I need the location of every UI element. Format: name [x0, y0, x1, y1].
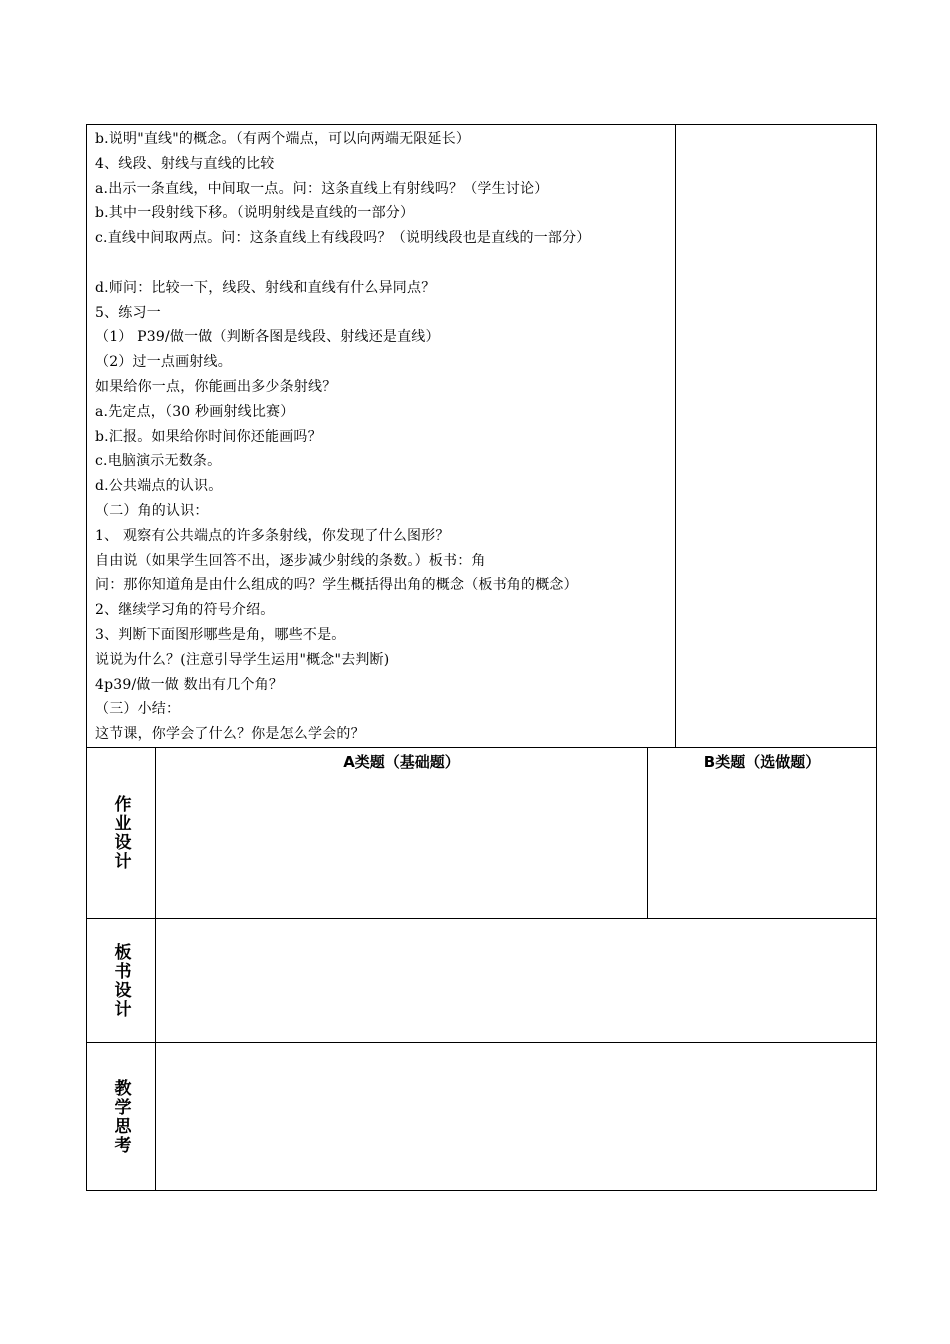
lesson-line: 4、线段、射线与直线的比较 [95, 155, 275, 172]
reflection-row [87, 1043, 876, 1190]
homework-a-title: A类题（基础题） [343, 753, 460, 771]
lesson-line: a.出示一条直线，中间取一点。问：这条直线上有射线吗？（学生讨论） [95, 180, 549, 197]
homework-body [156, 748, 876, 918]
homework-b-title: B类题（选做题） [703, 753, 821, 771]
lesson-content-cell [87, 125, 676, 747]
lesson-line: 说说为什么？(注意引导学生运用"概念"去判断) [95, 651, 390, 668]
lesson-line: d.公共端点的认识。 [95, 478, 223, 495]
homework-b-cell [648, 748, 876, 918]
lesson-line: b.汇报。如果给你时间你还能画吗？ [95, 428, 322, 445]
lesson-line: 5、练习一 [95, 304, 161, 321]
board-design-label: 板书设计 [110, 942, 131, 1019]
lesson-line: 问：那你知道角是由什么组成的吗？学生概括得出角的概念（板书角的概念） [95, 577, 578, 594]
lesson-line: a.先定点，（30 秒画射线比赛） [95, 403, 295, 420]
lesson-content-row [87, 125, 876, 748]
lesson-line: 2、继续学习角的符号介绍。 [95, 602, 275, 619]
notes-cell [676, 125, 876, 747]
lesson-line: 如果给你一点，你能画出多少条射线？ [95, 378, 337, 395]
homework-label: 作业设计 [110, 795, 131, 871]
lesson-line: 4p39/做一做 数出有几个角？ [95, 676, 284, 693]
lesson-line: （三）小结： [95, 701, 181, 718]
lesson-line: 自由说（如果学生回答不出，逐步减少射线的条数。）板书：角 [95, 552, 486, 569]
lesson-line: （1） P39/做一做（判断各图是线段、射线还是直线） [95, 329, 440, 346]
lesson-plan-table [86, 124, 877, 1191]
lesson-line: d.师问：比较一下，线段、射线和直线有什么异同点？ [95, 279, 436, 296]
board-design-body [156, 919, 876, 1042]
reflection-label-cell [87, 1043, 156, 1190]
lesson-line: b.其中一段射线下移。（说明射线是直线的一部分） [95, 205, 415, 222]
homework-a-cell [156, 748, 648, 918]
lesson-line: （2）过一点画射线。 [95, 354, 232, 371]
lesson-line: b.说明"直线"的概念。（有两个端点，可以向两端无限延长） [95, 131, 471, 147]
homework-label-cell [87, 748, 156, 918]
reflection-label: 教学思考 [110, 1078, 131, 1155]
reflection-body [156, 1043, 876, 1190]
lesson-line: 1、 观察有公共端点的许多条射线，你发现了什么图形？ [95, 527, 450, 544]
lesson-line: 3、判断下面图形哪些是角，哪些不是。 [95, 626, 346, 643]
board-label-cell [87, 919, 156, 1042]
homework-row [87, 748, 876, 919]
lesson-line [95, 251, 675, 276]
board-design-row [87, 919, 876, 1043]
lesson-line: c.电脑演示无数条。 [95, 453, 222, 470]
lesson-line: c.直线中间取两点。问：这条直线上有线段吗？（说明线段也是直线的一部分） [95, 230, 591, 247]
lesson-line: 这节课，你学会了什么？你是怎么学会的？ [95, 726, 365, 743]
lesson-line: （二）角的认识： [95, 502, 209, 519]
